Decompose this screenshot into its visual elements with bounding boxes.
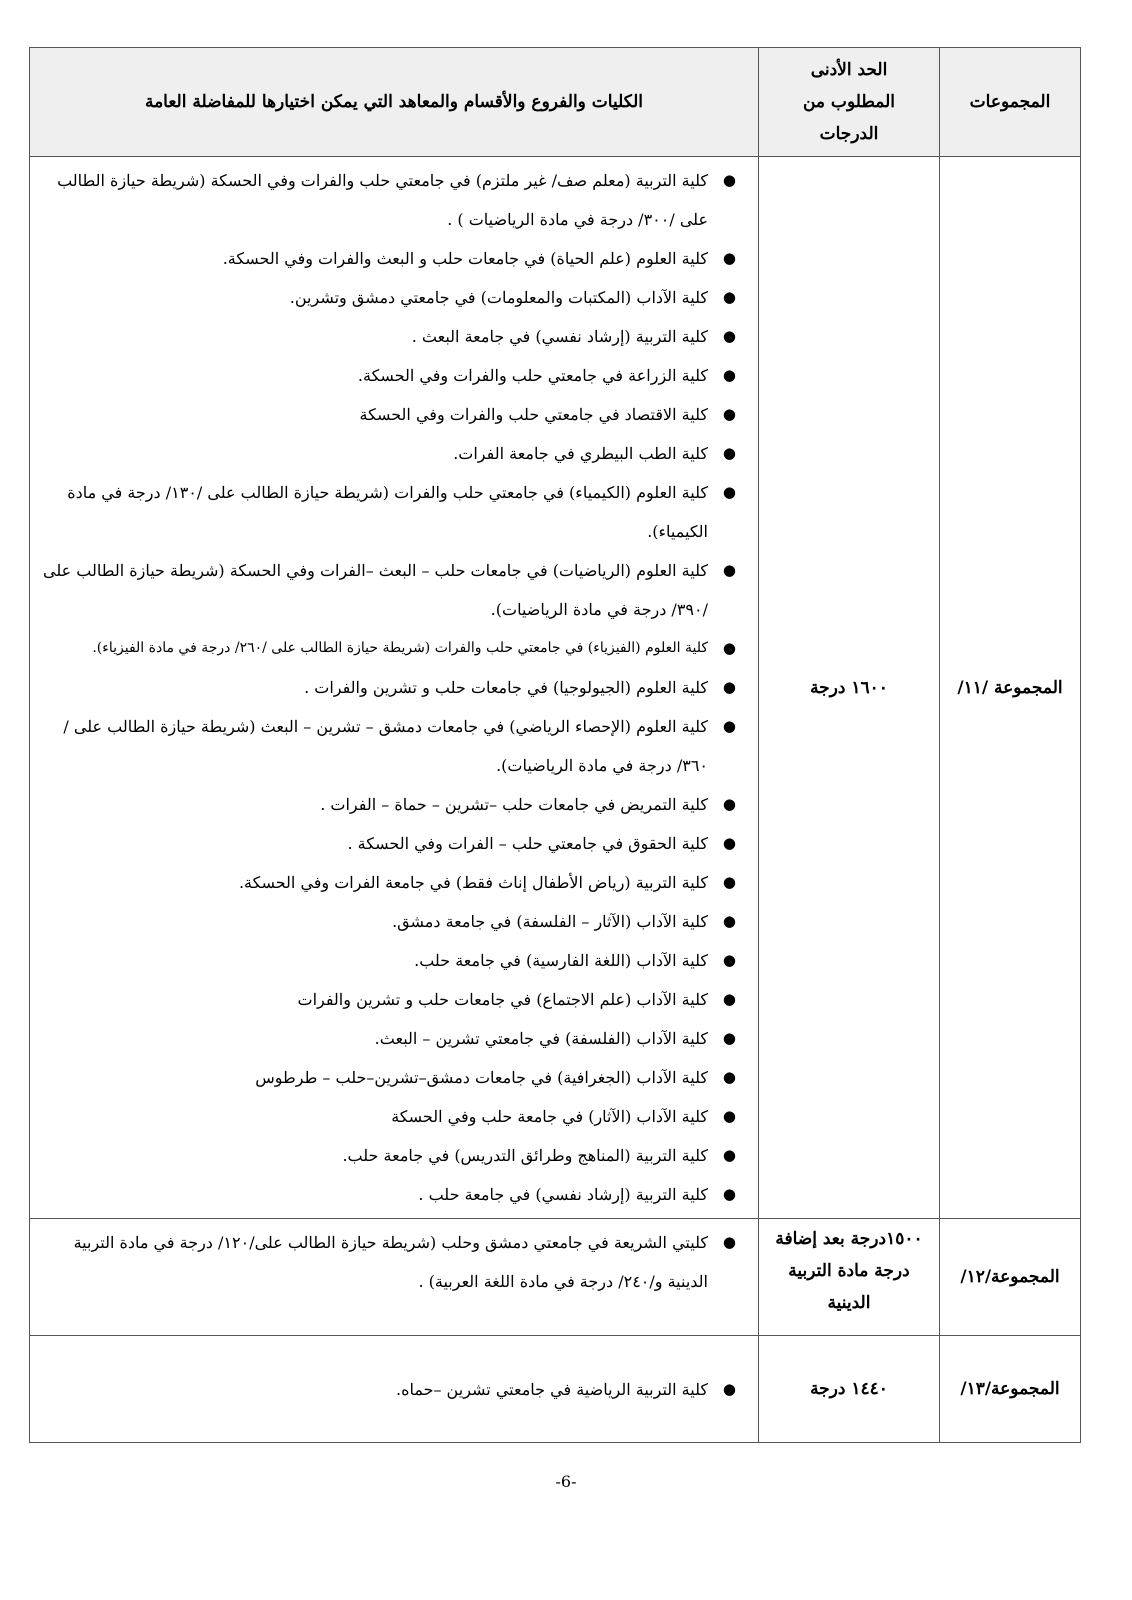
bullet-icon: ● xyxy=(722,327,736,345)
faculty-item-text: كلية العلوم (الجيولوجيا) في جامعات حلب و تشرين والفرات . xyxy=(304,678,708,697)
min-score: ١٦٠٠ درجة xyxy=(759,157,940,1219)
faculty-item xyxy=(40,551,748,629)
faculty-item-text: كلية التربية (إرشاد نفسي) في جامعة حلب . xyxy=(418,1185,708,1204)
table-row xyxy=(30,1336,1081,1443)
faculty-item-text: كلية التربية (إرشاد نفسي) في جامعة البعث . xyxy=(411,327,708,346)
table-row xyxy=(30,1219,1081,1336)
bullet-icon: ● xyxy=(722,1185,736,1203)
faculty-item xyxy=(40,1370,748,1409)
faculty-item xyxy=(40,1175,748,1214)
bullet-icon: ● xyxy=(722,990,736,1008)
bullet-icon: ● xyxy=(722,795,736,813)
bullet-icon: ● xyxy=(722,366,736,384)
bullet-icon: ● xyxy=(722,1029,736,1047)
bullet-icon: ● xyxy=(722,171,736,189)
faculty-items xyxy=(40,1223,748,1301)
bullet-icon: ● xyxy=(722,873,736,891)
faculty-item xyxy=(40,473,748,551)
faculty-item xyxy=(40,278,748,317)
faculty-item-text: كلية الطب البيطري في جامعة الفرات. xyxy=(453,444,708,463)
header-faculties: الكليات والفروع والأقسام والمعاهد التي يمكن اختيارها للمفاضلة العامة xyxy=(30,48,759,157)
bullet-icon: ● xyxy=(722,639,736,657)
faculty-item xyxy=(40,902,748,941)
faculty-item-text: كلية العلوم (الرياضيات) في جامعات حلب – البعث –الفرات وفي الحسكة (شريطة حيازة الطالب على /٣٩٠/ درجة في مادة الرياضيات). xyxy=(42,561,708,619)
faculty-item xyxy=(40,863,748,902)
bullet-icon: ● xyxy=(722,678,736,696)
faculty-item-text: كلية العلوم (الفيزياء) في جامعتي حلب والفرات (شريطة حيازة الطالب على /٢٦٠/ درجة في مادة الفيزياء). xyxy=(92,640,708,656)
bullet-icon: ● xyxy=(722,1379,736,1398)
faculty-item-text: كلية الآداب (المكتبات والمعلومات) في جامعتي دمشق وتشرين. xyxy=(289,288,708,307)
faculty-item-text: كلية العلوم (علم الحياة) في جامعات حلب و البعث والفرات وفي الحسكة. xyxy=(222,249,708,268)
faculty-item-text: كلية التربية (المناهج وطرائق التدريس) في جامعة حلب. xyxy=(342,1146,708,1165)
faculty-item xyxy=(40,395,748,434)
faculty-list xyxy=(30,157,759,1219)
faculty-item-text: كلية الاقتصاد في جامعتي حلب والفرات وفي الحسكة xyxy=(359,405,708,424)
min-score: ١٥٠٠درجة بعد إضافة درجة مادة التربية الدينية xyxy=(759,1219,940,1336)
faculty-item xyxy=(40,1223,748,1301)
group-label: المجموعة /١١/ xyxy=(940,157,1081,1219)
faculty-item-text: كلية الآداب (الفلسفة) في جامعتي تشرين – البعث. xyxy=(374,1029,708,1048)
faculty-item-text: كلية الحقوق في جامعتي حلب – الفرات وفي الحسكة . xyxy=(347,834,708,853)
bullet-icon: ● xyxy=(722,288,736,306)
faculty-list xyxy=(30,1336,759,1443)
faculty-item xyxy=(40,1097,748,1136)
table-row xyxy=(30,157,1081,1219)
faculty-items xyxy=(40,161,748,1214)
bullet-icon: ● xyxy=(722,561,736,579)
faculty-item-text: كلية الآداب (الآثار) في جامعة حلب وفي الحسكة xyxy=(391,1107,708,1126)
groups-table xyxy=(29,47,1081,1443)
bullet-icon: ● xyxy=(722,249,736,267)
table-header-row xyxy=(30,48,1081,157)
faculty-item xyxy=(40,1058,748,1097)
faculty-item xyxy=(40,707,748,785)
bullet-icon: ● xyxy=(722,444,736,462)
faculty-item xyxy=(40,824,748,863)
faculty-item-text: كلية التربية (معلم صف/ غير ملتزم) في جامعتي حلب والفرات وفي الحسكة (شريطة حيازة الطالب على /٣٠٠/ درجة في مادة الرياضيات ) . xyxy=(57,171,708,229)
header-groups: المجموعات xyxy=(940,48,1081,157)
faculty-item-text: كلية التربية الرياضية في جامعتي تشرين –حماه. xyxy=(395,1379,708,1399)
faculty-item xyxy=(40,161,748,239)
bullet-icon: ● xyxy=(722,405,736,423)
faculty-item-text: كلية التمريض في جامعات حلب –تشرين – حماة – الفرات . xyxy=(320,795,708,814)
min-score: ١٤٤٠ درجة xyxy=(759,1336,940,1443)
faculty-item-text: كلية الآداب (الآثار – الفلسفة) في جامعة دمشق. xyxy=(392,912,708,931)
faculty-item-text: كلية الآداب (علم الاجتماع) في جامعات حلب و تشرين والفرات xyxy=(297,990,708,1009)
faculty-item-text: كلية الآداب (الجغرافية) في جامعات دمشق–تشرين–حلب – طرطوس xyxy=(255,1068,708,1087)
bullet-icon: ● xyxy=(722,717,736,735)
group-label: المجموعة/١٢/ xyxy=(940,1219,1081,1336)
faculty-item-text: كلية العلوم (الإحصاء الرياضي) في جامعات دمشق – تشرين – البعث (شريطة حيازة الطالب على /٣٦٠/ درجة في مادة الرياضيات). xyxy=(63,717,708,775)
bullet-icon: ● xyxy=(722,1146,736,1164)
header-min-score: الحد الأدنى المطلوب من الدرجات xyxy=(759,48,940,157)
page-number: -6- xyxy=(555,1472,577,1491)
bullet-icon: ● xyxy=(722,1233,736,1251)
bullet-icon: ● xyxy=(722,1068,736,1086)
faculty-item xyxy=(40,980,748,1019)
faculty-item xyxy=(40,629,748,668)
faculty-list xyxy=(30,1219,759,1336)
faculty-item xyxy=(40,785,748,824)
faculty-item xyxy=(40,239,748,278)
faculty-item-text: كلية العلوم (الكيمياء) في جامعتي حلب والفرات (شريطة حيازة الطالب على /١٣٠/ درجة في مادة الكيمياء). xyxy=(67,483,708,541)
faculty-item xyxy=(40,1019,748,1058)
bullet-icon: ● xyxy=(722,912,736,930)
faculty-item xyxy=(40,434,748,473)
faculty-item-text: كلية الآداب (اللغة الفارسية) في جامعة حلب. xyxy=(414,951,708,970)
bullet-icon: ● xyxy=(722,1107,736,1125)
faculty-item xyxy=(40,1136,748,1175)
bullet-icon: ● xyxy=(722,951,736,969)
group-label: المجموعة/١٣/ xyxy=(940,1336,1081,1443)
faculty-item xyxy=(40,668,748,707)
bullet-icon: ● xyxy=(722,834,736,852)
faculty-item xyxy=(40,317,748,356)
faculty-items xyxy=(40,1370,748,1409)
faculty-item-text: كلية الزراعة في جامعتي حلب والفرات وفي الحسكة. xyxy=(357,366,708,385)
faculty-item-text: كليتي الشريعة في جامعتي دمشق وحلب (شريطة حيازة الطالب على/١٢٠/ درجة في مادة التربية الدينية و/٢٤٠/ درجة في مادة اللغة العربية) . xyxy=(73,1233,708,1291)
faculty-item xyxy=(40,941,748,980)
faculty-item-text: كلية التربية (رياض الأطفال إناث فقط) في جامعة الفرات وفي الحسكة. xyxy=(238,873,708,892)
bullet-icon: ● xyxy=(722,483,736,501)
faculty-item xyxy=(40,356,748,395)
